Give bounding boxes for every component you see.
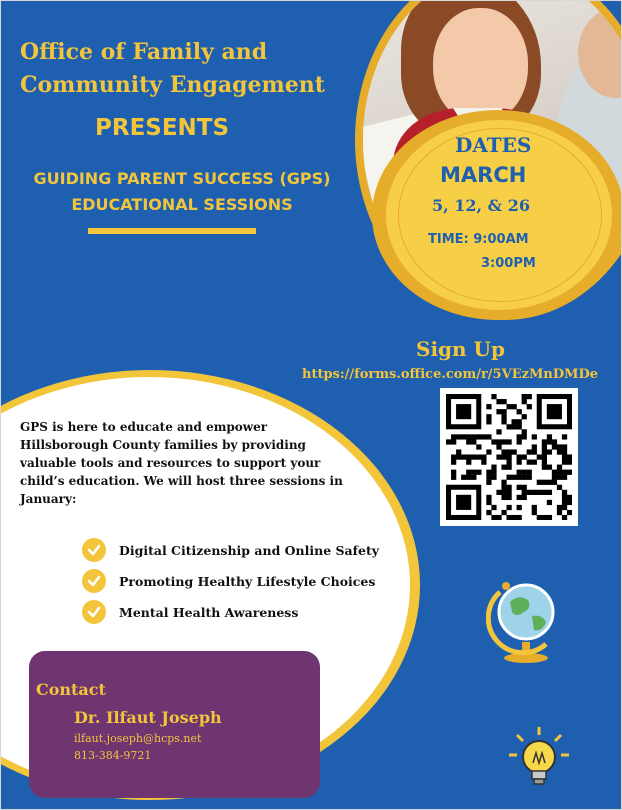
session-label: Promoting Healthy Lifestyle Choices	[119, 574, 376, 589]
dates-days: 5, 12, & 26	[432, 196, 530, 215]
title-underline	[88, 228, 256, 234]
check-icon	[82, 600, 106, 624]
intro-paragraph: GPS is here to educate and empower Hillsborough County families by providing valuable tools and resources to support your child’s education. We will host three sessions in January:	[20, 420, 343, 506]
contact-email-link[interactable]: ilfaut.joseph@hcps.net	[74, 732, 202, 745]
session-label: Digital Citizenship and Online Safety	[119, 543, 380, 558]
presents-heading: PRESENTS	[95, 115, 230, 141]
program-title-line2: EDUCATIONAL SESSIONS	[71, 195, 293, 214]
dates-label: DATES	[455, 133, 532, 157]
contact-heading: Contact	[36, 680, 106, 699]
signup-label: Sign Up	[416, 337, 505, 361]
program-title-line1: GUIDING PARENT SUCCESS (GPS)	[33, 169, 331, 188]
lightbulb-icon	[505, 725, 573, 791]
program-title	[22, 166, 342, 218]
qr-code-icon[interactable]	[440, 388, 578, 526]
globe-icon	[486, 572, 566, 664]
signup-link[interactable]: https://forms.office.com/r/5VEzMnDMDe	[302, 367, 599, 382]
session-label: Mental Health Awareness	[119, 605, 299, 620]
contact-name: Dr. Ilfaut Joseph	[74, 708, 222, 727]
time-start: TIME: 9:00AM	[428, 232, 529, 247]
check-icon	[82, 569, 106, 593]
time-end: 3:00PM	[481, 256, 536, 271]
contact-phone: 813-384-9721	[74, 749, 152, 762]
check-icon	[82, 538, 106, 562]
dates-month: MARCH	[440, 163, 527, 187]
org-title: Office of Family and Community Engagement	[20, 39, 325, 98]
